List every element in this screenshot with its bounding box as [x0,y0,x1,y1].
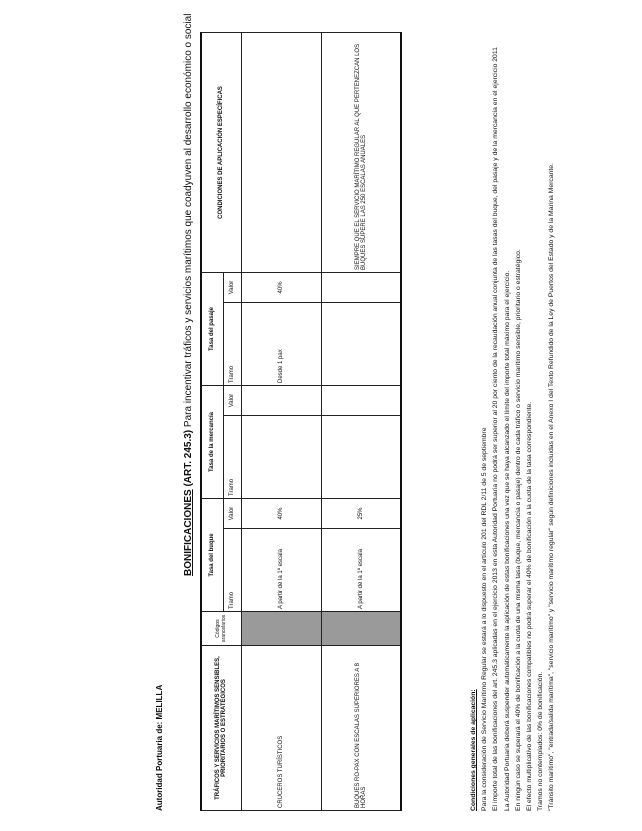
row-mercancia-valor [321,385,401,415]
condition-line: El efecto multiplicativo de las bonificaciones compatibles no podrá superar el 40% de bonificación a la cuota de la tasa correspondiente. [526,401,534,811]
header-traficos: TRÁFICOS Y SERVICIOS MARÍTIMOS SENSIBLES, PRIORITARIOS O ESTRATÉGICOS [201,646,241,811]
row-buque-tramo: A partir de la 1ª escala [321,529,401,612]
row-trafico: BUQUES RO-PAX CON ESCALAS SUPERIORES A 8 HORAS [321,646,401,811]
condition-line: "Tránsito marítimo", "entrada/salida marítima", "servicio marítimo" y "servicio marítimo regular" según definiciones incluidas en el Anexo I del Texto Refundido de la Ley de Puertos del Estado y de la Marina Mercante. [548,163,556,811]
row-condiciones [241,32,321,272]
header-tasa-buque: Tasa del buque [201,498,223,611]
document-title [183,14,194,576]
header-buque-valor: Valor [223,498,241,528]
row-codigos [241,612,321,646]
row-mercancia-valor [241,385,321,415]
header-mercancia-tramo: Tramo [223,415,241,498]
table-row [241,32,321,810]
condition-line: En ningún caso se superará el 40% de bonificación a la cuota de una misma tasa (buque, mercancía o pasaje) dentro de cada tráfico o servicio marítimo sensible, prioritario o estratégico. [514,249,522,811]
table-row [321,32,401,810]
conditions-title: Condiciones generales de aplicación: [470,689,477,811]
general-conditions [468,21,558,811]
header-condiciones: CONDICIONES DE APLICACIÓN ESPECÍFICAS [201,32,241,272]
row-pasaje-tramo [321,302,401,385]
authority-name: Autoridad Portuaria de: MELILLA [155,684,164,811]
condition-line: Tramos no contemplados: 0% de bonificación. [537,671,545,811]
header-tasa-pasaje: Tasa del pasaje [201,272,223,385]
row-pasaje-valor: 40% [241,272,321,302]
header-tasa-mercancia: Tasa de la mercancía [201,385,223,498]
row-trafico: CRUCEROS TURÍSTICOS [241,646,321,811]
row-pasaje-tramo: Desde 1 pax [241,302,321,385]
title-bonificaciones: BONIFICACIONES [183,489,194,576]
condition-line: Para la consideración de Servicio Marítimo Regular se estará a lo dispuesto en el artículo 201 del RDL 2/11 de 5 de septiembre [481,427,489,811]
header-pasaje-tramo: Tramo [223,302,241,385]
row-buque-tramo: A partir de la 1ª escala [241,529,321,612]
header-pasaje-valor: Valor [223,272,241,302]
condition-line: El importe total de las bonificaciones del art. 245.3 aplicadas en el ejercicio 2013 en esta Autoridad Portuaria no podrá ser superior al 20 por ciento de la recaudación anual conjunta de las tasas del buque, del pasaje y de la mercancía en el ejercicio 2011 [492,47,500,811]
title-description: Para incentivar tráficos y servicios marítimos que coadyuven al desarrollo económico o social [183,13,194,428]
bonificaciones-table [200,32,402,811]
title-article: (ART. 245.3) [183,429,194,487]
header-buque-tramo: Tramo [223,529,241,612]
row-pasaje-valor [321,272,401,302]
row-buque-valor: 40% [241,498,321,528]
row-codigos [321,612,401,646]
row-mercancia-tramo [241,415,321,498]
condition-line: La Autoridad Portuaria deberá suspender automáticamente la aplicación de estas bonificaciones una vez que se haya alcanzado el límite del importe total máximo para el ejercicio. [503,270,511,811]
row-buque-valor: 25% [321,498,401,528]
row-mercancia-tramo [321,415,401,498]
header-codigos: Códigos arancelarios [201,612,241,646]
row-condiciones: SIEMPRE QUE EL SERVICIO MARÍTIMO REGULAR AL QUE PERTENEZCAN LOS BUQUES SUPERE LAS 250 ESCALAS ANUALES [321,32,401,272]
header-mercancia-valor: Valor [223,385,241,415]
